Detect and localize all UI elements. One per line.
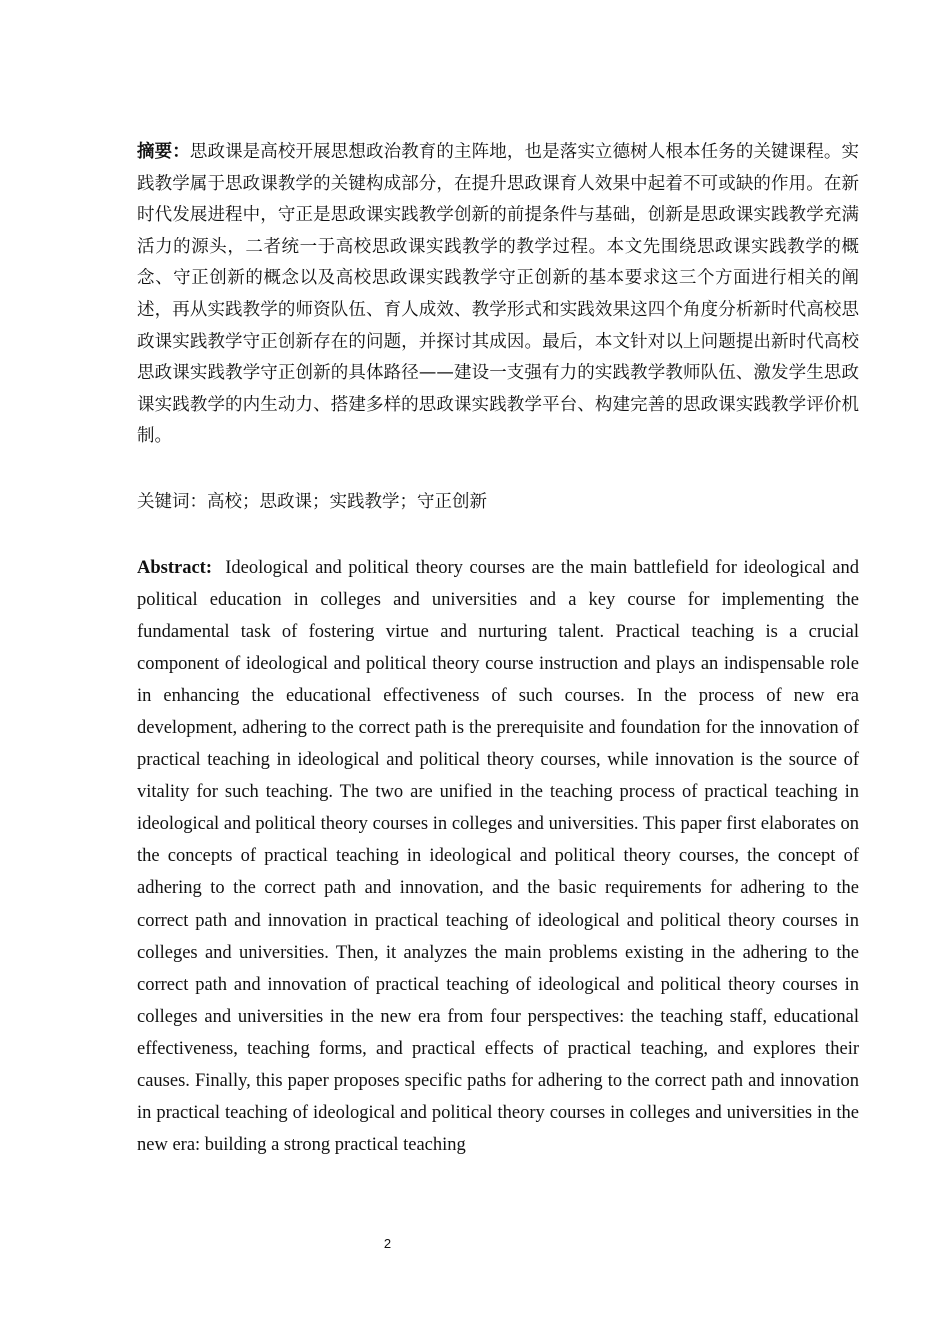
page-number: 2 — [383, 1236, 392, 1251]
page-body — [137, 137, 859, 1161]
chinese-keywords-label: 关键词： — [137, 491, 207, 512]
chinese-keywords-text: 高校；思政课；实践教学；守正创新 — [207, 491, 487, 512]
english-abstract-label: Abstract: — [137, 557, 213, 578]
chinese-keywords — [137, 487, 859, 519]
chinese-abstract-label: 摘要： — [137, 142, 190, 162]
english-abstract-text: Ideological and political theory courses are the main battlefield for ideological and political education in colleges and universities and a key course for implementing the fundamental task of fostering virtue and nurturing talent. Practical teaching is a crucial component of ideological and political theory course instruction and plays an indispensable role in enhancing the educational effectiveness of such courses. In the process of new era development, adhering to the correct path is the prerequisite and foundation for the innovation of practical teaching in ideological and political theory courses, while innovation is the source of vitality for such teaching. The two are unified in the teaching process of practical teaching in ideological and political theory courses in colleges and universities. This paper first elaborates on the concepts of practical teaching in ideological and political theory courses, the concept of adhering to the correct path and innovation, and the basic requirements for adhering to the correct path and innovation in practical teaching of ideological and political theory courses in colleges and universities. Then, it analyzes the main problems existing in the adhering to the correct path and innovation of practical teaching of ideological and political theory courses in colleges and universities in the new era from four perspectives: the teaching staff, educational effectiveness, teaching forms, and practical effects of practical teaching, and explores their causes. Finally, this paper proposes specific paths for adhering to the correct path and innovation in practical teaching of ideological and political theory courses in colleges and universities in the new era: building a strong practical teaching — [137, 557, 860, 1156]
english-abstract — [137, 552, 859, 1162]
chinese-abstract — [137, 137, 859, 453]
chinese-abstract-text: 思政课是高校开展思想政治教育的主阵地，也是落实立德树人根本任务的关键课程。实践教学属于思政课教学的关键构成部分，在提升思政课育人效果中起着不可或缺的作用。在新时代发展进程中，守正是思政课实践教学创新的前提条件与基础，创新是思政课实践教学充满活力的源头，二者统一于高校思政课实践教学的教学过程。本文先围绕思政课实践教学的概念、守正创新的概念以及高校思政课实践教学守正创新的基本要求这三个方面进行相关的阐述，再从实践教学的师资队伍、育人成效、教学形式和实践效果这四个角度分析新时代高校思政课实践教学守正创新存在的问题，并探讨其成因。最后，本文针对以上问题提出新时代高校思政课实践教学守正创新的具体路径——建设一支强有力的实践教学教师队伍、激发学生思政课实践教学的内生动力、搭建多样的思政课实践教学平台、构建完善的思政课实践教学评价机制。 — [137, 142, 860, 447]
